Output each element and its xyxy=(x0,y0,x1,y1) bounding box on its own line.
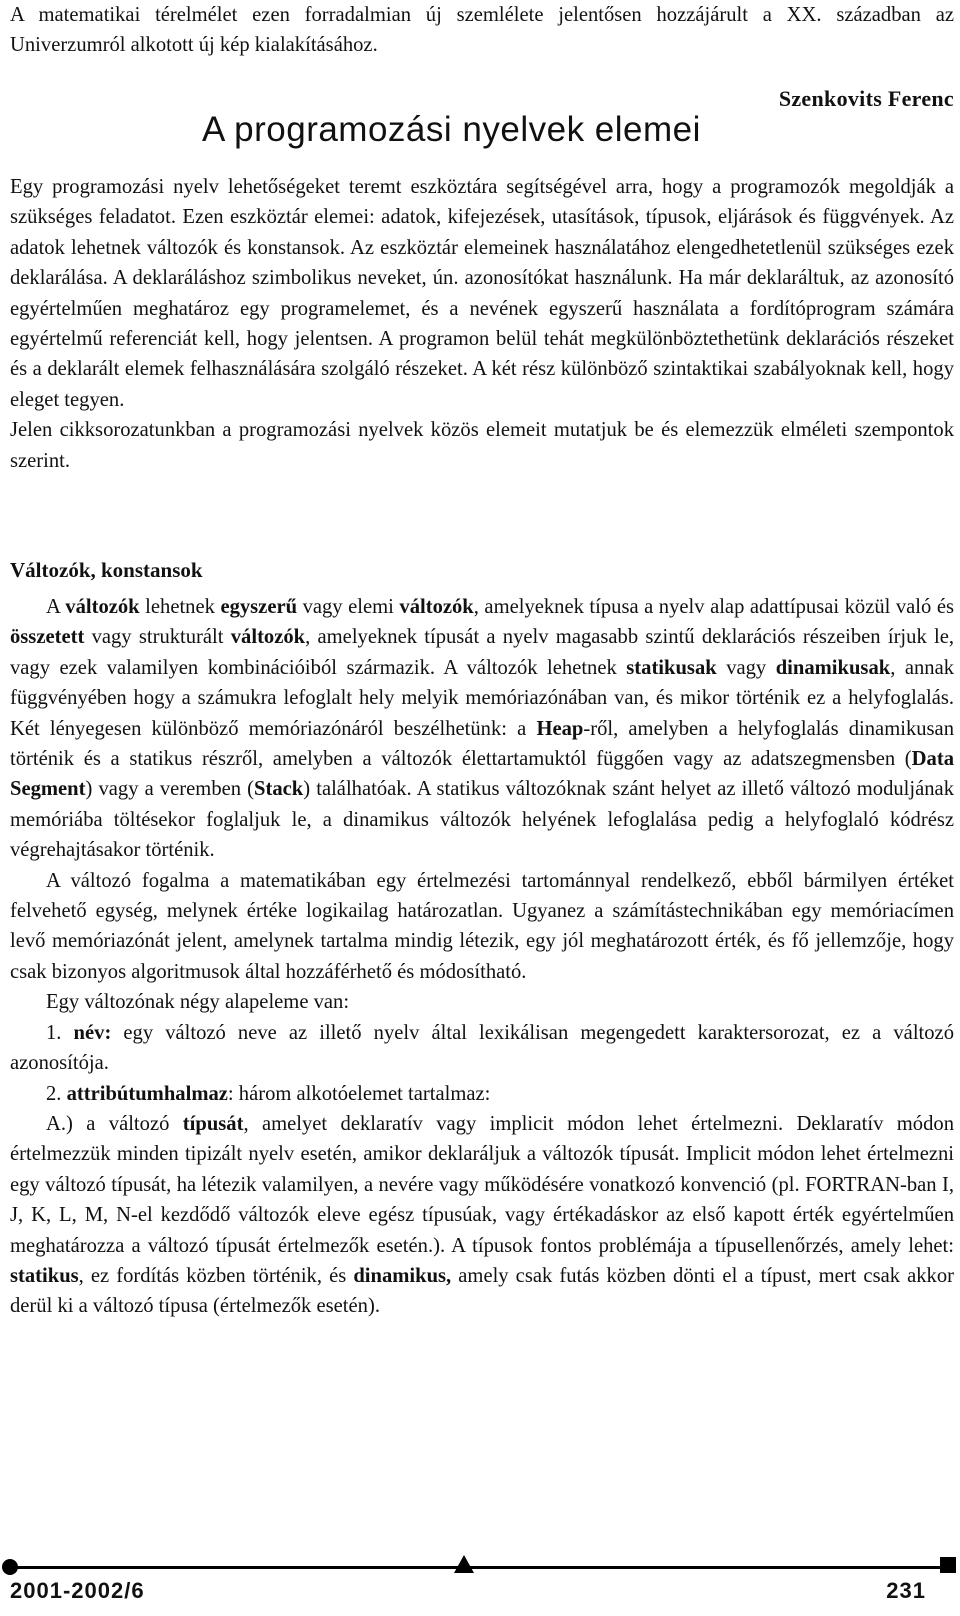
author-name: Szenkovits Ferenc xyxy=(778,86,954,111)
section-heading: Változók, konstansok xyxy=(10,558,203,582)
paragraph-variable-concept: A változó fogalma a matematikában egy értelmezési tartománnyal rendelkező, ebből bármilyen értéket felvehető egység, melynek értéke logikailag határozatlan. Ugyanez a számítástechnikában egy memóriacímen levő memóriazónát jelent, amelynek tartalma mindig létezik, egy jól meghatározott érték, és fő jellemzője, hogy csak bizonyos algoritmusok által hozzáférhető és módosítható. xyxy=(10,869,954,983)
page-number: 231 xyxy=(886,1578,926,1603)
footer-circle-icon xyxy=(2,1559,18,1575)
intro-paragraph xyxy=(10,0,954,61)
article-title: A programozási nyelvek elemei xyxy=(202,110,701,149)
footer-rule xyxy=(6,1566,948,1569)
paragraph-variables: A változók lehetnek egyszerű vagy elemi változók, amelyeknek típusa a nyelv alap adattípusai közül való és összetett vagy strukturált változók, amelyeknek típusát a nyelv magasabb szintű deklarációs részeiben írjuk le, vagy ezek valamilyen kombinációiból származik. A változók lehetnek statikusak vagy dinamikusak, annak függvényében hogy a számukra lefoglalt hely melyik memóriazónában van, és mikor történik ez a helyfoglalás. Két lényegesen különböző memóriazónáról beszélhetünk: a Heap-ről, amelyben a helyfoglalás dinamikusan történik és a statikus részről, amelyben a változók élettartamuktól függően vagy az adatszegmensben (Data Segment) vagy a veremben (Stack) találhatóak. A statikus változóknak szánt helyet az illető változó moduljának memóriába töltésekor foglaljuk le, a dinamikus változók helyének lefoglalása pedig a helyfoglaló kódrész végrehajtásakor történik. xyxy=(10,596,955,862)
paragraph-four-elements: Egy változónak négy alapeleme van: xyxy=(46,991,350,1014)
footer-square-icon xyxy=(940,1557,956,1573)
list-item-name: 1. név: egy változó neve az illető nyelv által lexikálisan megengedett karaktersorozat, ez a változó azonosítója. xyxy=(10,1021,954,1075)
list-item-attributes: 2. attribútumhalmaz: három alkotóelemet tartalmaz: xyxy=(46,1082,491,1105)
footer-triangle-icon xyxy=(454,1555,474,1573)
intro-text: A matematikai térelmélet ezen forradalmian új szemlélete jelentősen hozzájárult a XX. században az Univerzumról alkotott új kép kialakításához. xyxy=(10,4,954,57)
section-body xyxy=(10,592,954,1322)
article-intro-body xyxy=(10,172,954,476)
paragraph-1: Egy programozási nyelv lehetőségeket teremt eszköztára segítségével arra, hogy a programozók megoldják a szükséges feladatot. Ezen eszköztár elemei: adatok, kifejezések, utasítások, típusok, eljárások és függvények. Az adatok lehetnek változók és konstansok. Az eszköztár elemeinek használatához elengedhetetlenül szükséges ezek deklarálása. A deklaráláshoz szimbolikus neveket, ún. azonosítókat használunk. Ha már deklaráltuk, az azonosító egyértelműen meghatároz egy programelemet, és a nevének egyszerű használata a fordítóprogram számára egyértelmű referenciát kell, hogy jelentsen. A programon belül tehát megkülönböztethetünk deklarációs részeket és a deklarált elemek felhasználására szolgáló részeket. A két rész különböző szintaktikai szabályoknak kell, hogy eleget tegyen. xyxy=(10,176,954,411)
paragraph-2: Jelen cikksorozatunkban a programozási nyelvek közös elemeit mutatjuk be és elemezzük elméleti szempontok szerint. xyxy=(10,419,954,472)
issue-number: 2001-2002/6 xyxy=(10,1578,145,1603)
list-item-type: A.) a változó típusát, amelyet deklaratív vagy implicit módon lehet értelmezni. Deklaratív módon értelmezzük minden tipizált nyelv esetén, amikor deklaráljuk a változók típusát. Implicit módon lehet értelmezni egy változó típusát, ha létezik valamilyen, a nevére vagy működésére vonatkozó konvenció (pl. FORTRAN-ban I, J, K, L, M, N-el kezdődő változók eleve egész típusúak, vagy értékadáskor az első kapott érték egyértelműen meghatározza a változó típusát értelmezők esetén.). A típusok fontos problémája a típusellenőrzés, amely lehet: statikus, ez fordítás közben történik, és dinamikus, amely csak futás közben dönti el a típust, mert csak akkor derül ki a változó típusa (értelmezők esetén). xyxy=(10,1112,954,1318)
